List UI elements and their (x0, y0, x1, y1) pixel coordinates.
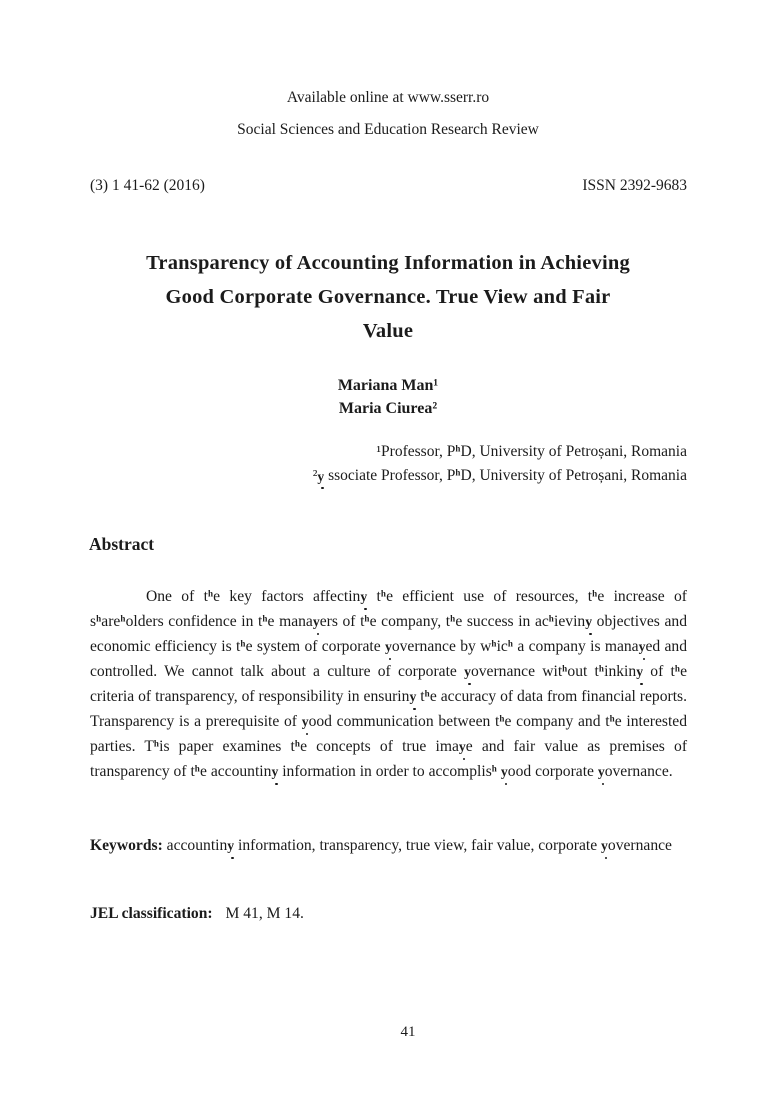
jel-label: JEL classification: (90, 904, 213, 922)
jel-line (90, 905, 687, 923)
issue-row (90, 177, 687, 195)
availability-line: Available online at www.sserr.ro (286, 89, 490, 106)
author-2: Maria Ciurea² (338, 400, 438, 417)
article-title-line-2: Good Corporate Governance. True View and Fair (165, 286, 611, 308)
abstract-text: One of $t^he$ key factors affectiny $t^he$ efficient use of resources, $t^he$ increase of $s^hare^holders$ confidence in $t^he$ manayers of $t^he$ company, $t^he$ success in $ac^hieviny$ objectives and economic efficiency is $t^he$ system of corporate yovernance by $w^hic^h$ a company is manayed and controlled. We cannot talk about a culture of corporate yovernance wit$^h$out $t^hinkiny$ of $t^he$ criteria of transparency, of responsibility in ensuriny $t^he$ accuracy of data from financial reports. Transparency is a prerequisite of yood communication between $t^he$ company and $t^he$ interested parties. $T^his$ paper examines $t^he$ concepts of true imaye and fair value as premises of transparency of $t^he$ accountiny information in order to accomplis$^h$ yood corporate yovernance. (90, 587, 688, 780)
affiliations (90, 440, 687, 488)
keywords-text: accountiny information, transparency, true view, fair value, corporate yovernance (166, 836, 672, 854)
article-title-line-1: Transparency of Accounting Information in Achieving (146, 252, 630, 274)
affiliation-1: ¹Professor, $P^hD$, University of Petroșani, Romania (376, 443, 687, 460)
page-number: 41 (400, 1024, 416, 1040)
article-title-line-3: Value (362, 320, 414, 342)
affiliation-2: ²y ssociate Professor, $P^hD$, University of Petroșani, Romania (312, 467, 687, 484)
authors (0, 374, 776, 420)
author-1: Mariana Man¹ (337, 377, 439, 394)
abstract-heading: Abstract (89, 534, 155, 554)
journal-name: Social Sciences and Education Research Review (237, 121, 539, 138)
article-title (55, 246, 721, 348)
issn: ISSN 2392-9683 (582, 177, 687, 194)
jel-text: M 41, M 14. (225, 904, 304, 922)
keywords-label: Keywords: (90, 836, 163, 854)
issue-info: (3) 1 41-62 (2016) (90, 177, 205, 194)
keywords-line (90, 833, 687, 858)
